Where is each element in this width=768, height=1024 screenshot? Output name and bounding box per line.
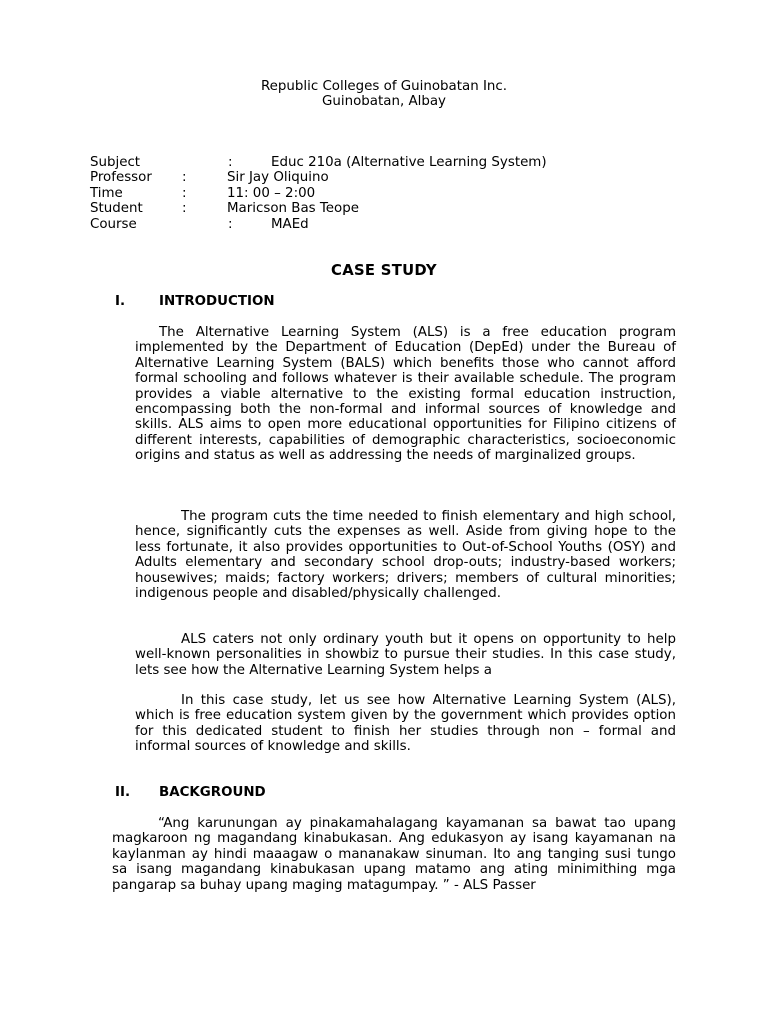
intro-paragraph-2: The program cuts the time needed to finish elementary and high school, hence, significantly cuts the expenses as well. Aside from giving hope to the less fortunate, it also provides opportunities to Out-of-School Youths (OSY) and Adults elementary and secondary school drop-outs; industry-based workers; housewives; maids; factory workers; drivers; members of cultural minorities; indigenous people and disabled/physically challenged.: [135, 509, 676, 602]
background-quote-paragraph: “Ang karunungan ay pinakamahalagang kayamanan sa bawat tao upang magkaroon ng magandang kinabukasan. Ang edukasyon ay isang kayamanan na kaylanman ay hindi maaagaw o mananakaw sinuman. Ito ang tanging susi tungo sa isang magandang kinabukasan upang matamo ang ating minimithing mga pangarap sa buhay upang maging matagumpay. ” - ALS Passer: [112, 816, 676, 893]
intro-paragraph-1: The Alternative Learning System (ALS) is a free education program implemented by the Department of Education (DepEd) under the Bureau of Alternative Learning System (BALS) which benefits those who cannot afford formal schooling and follows whatever is their available schedule. The program provides a viable alternative to the existing formal education instruction, encompassing both the non-formal and informal sources of knowledge and skills. ALS aims to open more educational opportunities for Filipino citizens of different interests, capabilities of demographic characteristics, socioeconomic origins and status as well as addressing the needs of marginalized groups.: [135, 325, 676, 464]
institution-location: Guinobatan, Albay: [322, 94, 446, 110]
section-number: I.: [115, 294, 126, 309]
intro-paragraph-3: ALS caters not only ordinary youth but it opens on opportunity to help well-known personalities in showbiz to pursue their studies. In this case study, lets see how the Alternative Learning System helps a: [135, 632, 676, 678]
info-label: Student: [90, 201, 143, 217]
info-label: Time: [90, 185, 123, 201]
document-header: [0, 79, 768, 110]
section-heading-background: [0, 785, 768, 801]
intro-paragraph-4: In this case study, let us see how Alternative Learning System (ALS), which is free education system given by the government which provides option for this dedicated student to finish her studies through non – formal and informal sources of knowledge and skills.: [135, 693, 676, 755]
info-colon: :: [228, 155, 233, 170]
section-number: II.: [115, 785, 131, 800]
info-colon: :: [182, 170, 187, 186]
section-heading-introduction: [0, 294, 768, 310]
section-title: INTRODUCTION: [159, 294, 275, 309]
info-label: Professor: [90, 170, 152, 186]
info-value: Educ 210a (Alternative Learning System): [271, 155, 547, 170]
info-value: MAEd: [271, 216, 309, 232]
info-colon: :: [182, 185, 187, 201]
info-colon: :: [182, 201, 187, 217]
info-label: Subject: [90, 155, 141, 170]
info-value: Maricson Bas Teope: [227, 201, 359, 217]
section-title: BACKGROUND: [159, 785, 266, 800]
info-colon: :: [228, 216, 233, 232]
institution-name: Republic Colleges of Guinobatan Inc.: [260, 79, 508, 94]
info-value: Sir Jay Oliquino: [227, 170, 329, 186]
info-label: Course: [90, 216, 137, 232]
info-value: 11: 00 – 2:00: [227, 185, 316, 201]
document-title: CASE STUDY: [331, 262, 437, 279]
